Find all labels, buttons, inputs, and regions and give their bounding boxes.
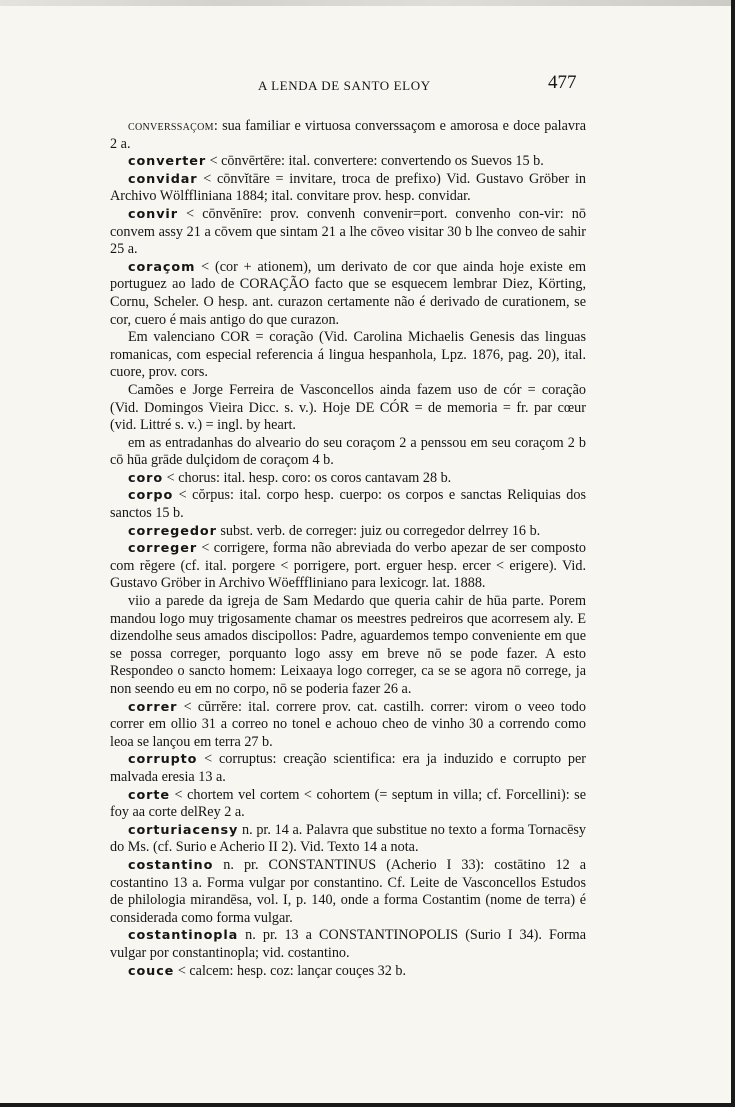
entry-text: : sua familiar e virtuosa converssaçom e amorosa e doce palavra 2 a. xyxy=(110,118,586,152)
headword: converter xyxy=(128,154,207,170)
entry-correr xyxy=(110,699,586,752)
headword: corte xyxy=(128,787,170,803)
entry-costantinopla xyxy=(110,927,586,962)
entry-text: < cōnvērtēre: ital. convertere: convertendo os Suevos 15 b. xyxy=(206,153,544,170)
entry-text: n. pr. CONSTANTINUS (Acherio I 33): costātino 12 a costantino 13 a. Forma vulgar por constantino. Cf. Leite de Vasconcellos Estudos de philologia mirandēsa, vol. I, p. 140, onde a forma Costantim (nome de terra) é considerada como forma vulgar. xyxy=(110,856,586,926)
entry-text: n. pr. 14 a. Palavra que substitue no texto a forma Tornacēsy do Ms. (cf. Surio e Acherio II 2). Vid. Texto 14 a nota. xyxy=(110,821,586,856)
entry-paragraph xyxy=(110,593,586,699)
entry-text: < calcem: hesp. coz: lançar couçes 32 b. xyxy=(174,962,407,979)
entry-text: < chortem vel cortem < cohortem (= septum in villa; cf. Forcellini): se foy aa corte delRey 2 a. xyxy=(110,786,586,821)
entry-text: em as entradanhas do alveario do seu coraçom 2 a penssou em seu coraçom 2 b cō hūa grāde dulçidom de coraçom 4 b. xyxy=(110,434,586,469)
entry-text: < cŏrpus: ital. corpo hesp. cuerpo: os corpos e sanctas Reliquias dos sanctos 15 b. xyxy=(110,487,586,522)
headword: converssaçom xyxy=(128,118,214,134)
dictionary-body xyxy=(110,118,586,980)
entry-costantino xyxy=(110,857,586,927)
headword: convir xyxy=(128,206,178,222)
entry-corpo xyxy=(110,487,586,522)
headword: corturiacensy xyxy=(128,822,239,838)
entry-text: < corrigere, forma não abreviada do verbo apezar de ser composto com rĕgere (cf. ital. porgere < porrigere, port. erguer hesp. ercer < erigere). Vid. Gustavo Gröber in Archivo Wöefffliniano para lexicogr. lat. 1888. xyxy=(110,540,586,592)
entry-text: n. pr. 13 a CONSTANTINOPOLIS (Surio I 34). Forma vulgar por constantinopla; vid. costantino. xyxy=(110,927,586,961)
entry-corregedor xyxy=(110,523,586,541)
headword: coro xyxy=(128,470,164,486)
entry-text: Em valenciano COR = coração (Vid. Carolina Michaelis Genesis das linguas romanicas, com especial referencia á lingua hespanhola, Lpz. 1876, pag. 20), ital. cuore, prov. cors. xyxy=(110,329,586,381)
headword: costantino xyxy=(128,857,214,873)
entry-text: < chorus: ital. hesp. coro: os coros cantavam 28 b. xyxy=(163,469,452,486)
entry-correger xyxy=(110,540,586,593)
entry-convir xyxy=(110,206,586,259)
headword: correr xyxy=(128,699,178,715)
entry-corte xyxy=(110,787,586,822)
entry-text: < cŭrrĕre: ital. correre prov. cat. castilh. correr: virom o veeo todo correr em ollio 31 a correo no tonel e achouo cheo de vinho 30 a correndo como leoa se lançou em terra 27 b. xyxy=(110,698,586,750)
entry-paragraph xyxy=(110,435,586,470)
entry-text: Camões e Jorge Ferreira de Vasconcellos ainda fazem uso de cór = coração (Vid. Domingos Vieira Dicc. s. v.). Hoje DE CÓR = de memoria = fr. par cœur (vid. Littré s. v.) = ingl. by heart. xyxy=(110,381,586,434)
entry-converssacom xyxy=(110,118,586,153)
entry-text: < (cor + ationem), um derivato de cor que ainda hoje existe em portuguez ao lado de CORAÇÃO facto que se esquecem lembrar Diez, Körting, Cornu, Scheler. O hesp. ant. curazon certamente não é derivado de curationem, se cor, cuero é mais antigo do que curazon. xyxy=(110,258,586,328)
entry-corturiacensy xyxy=(110,822,586,857)
headword: convidar xyxy=(128,171,198,187)
page-number: 477 xyxy=(548,72,577,93)
entry-coro xyxy=(110,470,586,488)
entry-convidar xyxy=(110,171,586,206)
entry-paragraph xyxy=(110,382,586,435)
headword: corregedor xyxy=(128,523,217,539)
entry-text: subst. verb. de correger: juiz ou corregedor delrrey 16 b. xyxy=(216,522,541,539)
entry-text: < corruptus: creação scientifica: era ja induzido e corrupto per malvada eresia 13 a. xyxy=(110,751,586,785)
entry-converter xyxy=(110,153,586,171)
headword: couce xyxy=(128,963,175,979)
entry-corrupto xyxy=(110,751,586,786)
entry-paragraph xyxy=(110,329,586,382)
entry-text: < cōnvĕnīre: prov. convenh convenir=port. convenho con-vir: nō convem assy 21 a cōvem que sintam 21 a lhe cōveo visitar 30 b lhe conveo de sahir 25 a. xyxy=(110,205,586,258)
headword: coraçom xyxy=(128,259,196,275)
headword: correger xyxy=(128,541,198,557)
entry-coracom xyxy=(110,259,586,329)
entry-text: viio a parede da igreja de Sam Medardo que queria cahir de hūa parte. Porem mandou logo muy trigosamente chamar os meestres pedreiros que acorresem aly. E dizendolhe seus amados discipollos: Padre, aguardemos tempo conveniente em que se possa correger, porquanto logo assy em breve nō se pode fazer. A esto Respondeo o sancto homem: Leixaaya logo correger, ca se se agora nō correge, ja non seendo eu em no corpo, nō se poderia fazer 26 a. xyxy=(110,593,586,697)
running-title: A LENDA DE SANTO ELOY xyxy=(258,78,431,93)
entry-couce xyxy=(110,963,586,981)
headword: corrupto xyxy=(128,752,198,768)
entry-text: < cōnvĭtāre = invitare, troca de prefixo) Vid. Gustavo Gröber in Archivo Wölffliniana 1884; ital. convitare prov. hesp. convidar. xyxy=(110,170,586,205)
headword: costantinopla xyxy=(128,928,239,944)
headword: corpo xyxy=(128,488,174,504)
